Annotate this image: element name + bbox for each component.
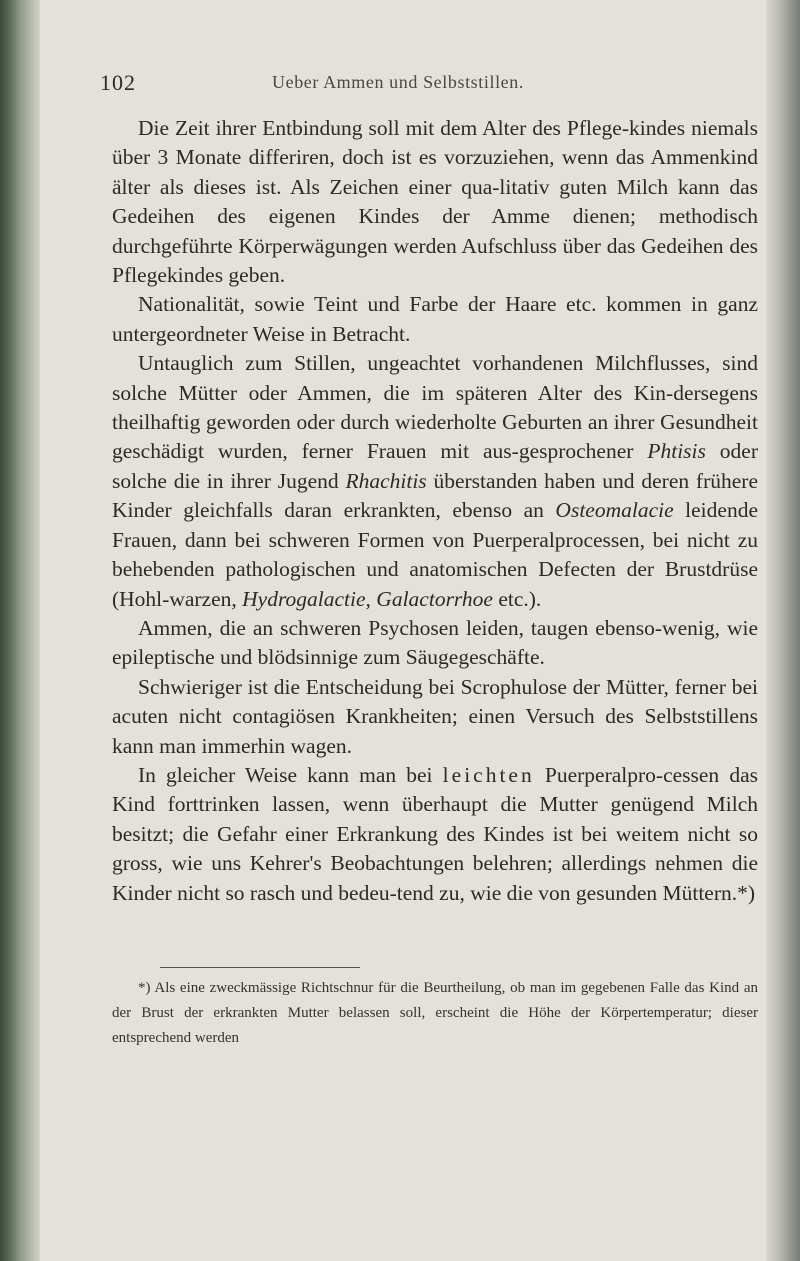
- paragraph-3: [112, 349, 758, 614]
- text-run: überstanden haben und deren frühere Kinder gleichfalls daran erkrankten, ebenso an: [112, 468, 758, 523]
- page-edge-shadow: [766, 0, 800, 1261]
- paragraph-1: Die Zeit ihrer Entbindung soll mit dem Alter des Pflege-kindes niemals über 3 Monate differiren, doch ist es vorzuziehen, wenn das Ammenkind älter als dieses ist. Als Zeichen einer qua-litativ guten Milch kann das Gedeihen des eigenen Kindes der Amme dienen; methodisch durchgeführte Körperwägungen werden Aufschluss über das Gedeihen des Pflegekindes geben.: [112, 116, 758, 288]
- book-page: [40, 0, 766, 1261]
- text-run: Puerperalpro-cessen das Kind forttrinken lassen, wenn überhaupt die Mutter genügend Milch besitzt; die Gefahr einer Erkrankung des Kindes ist bei weitem nicht so gross, wie uns Kehrer's Beobachtungen belehren; allerdings nehmen die Kinder nicht so rasch und bedeu-tend zu, wie die von gesunden Müttern.*): [112, 762, 758, 905]
- footnote-divider: [160, 967, 360, 968]
- text-run: oder solche die in ihrer Jugend: [112, 439, 758, 493]
- italic-term: Rhachitis: [345, 468, 427, 493]
- footnote-text: *) Als eine zweckmässige Richtschnur für die Beurtheilung, ob man im gegebenen Falle das Kind an der Brust der erkrankten Mutter belassen soll, erscheint die Höhe der Körpertemperatur; dieser entsprechend werden: [112, 980, 758, 1046]
- paragraph-5: Schwieriger ist die Entscheidung bei Scrophulose der Mütter, ferner bei acuten nicht contagiösen Krankheiten; einen Versuch des Selbststillens kann man immerhin wagen.: [112, 674, 758, 758]
- paragraph-4: Ammen, die an schweren Psychosen leiden, taugen ebenso-wenig, wie epileptische und blödsinnige zum Säugegeschäfte.: [112, 615, 758, 670]
- paragraph-2: Nationalität, sowie Teint und Farbe der Haare etc. kommen in ganz untergeordneter Weise in Betracht.: [112, 292, 758, 346]
- italic-term: Osteomalacie: [555, 498, 674, 523]
- text-run: In gleicher Weise kann man bei: [138, 762, 443, 787]
- italic-term: Phtisis: [647, 439, 706, 464]
- page-number: 102: [100, 70, 136, 95]
- italic-term: Hydrogalactie: [242, 586, 366, 611]
- text-run: leidende Frauen, dann bei schweren Formen von Puerperalprocessen, bei nicht zu behebenden pathologischen und anatomischen Defecten der Brustdrüse (Hohl-warzen,: [112, 498, 758, 611]
- text-run: Untauglich zum Stillen, ungeachtet vorhandenen Milchflusses, sind solche Mütter oder Ammen, die im späteren Alter des Kin-dersegens theilhaftig geworden oder durch wiederholte Geburten an ihrer Gesundheit geschädigt wurden, ferner Frauen mit aus-gesprochener: [112, 351, 758, 464]
- body-text: [112, 114, 758, 908]
- page-header: [100, 70, 680, 100]
- book-binding-shadow: [0, 0, 40, 1261]
- text-run: ,: [365, 586, 377, 611]
- italic-term: Galactorrhoe: [376, 586, 493, 611]
- running-title: Ueber Ammen und Selbststillen.: [272, 72, 524, 92]
- footnote: [112, 976, 758, 1051]
- paragraph-6: [112, 761, 758, 908]
- spaced-emphasis: leichten: [442, 762, 535, 787]
- text-run: etc.).: [492, 586, 542, 611]
